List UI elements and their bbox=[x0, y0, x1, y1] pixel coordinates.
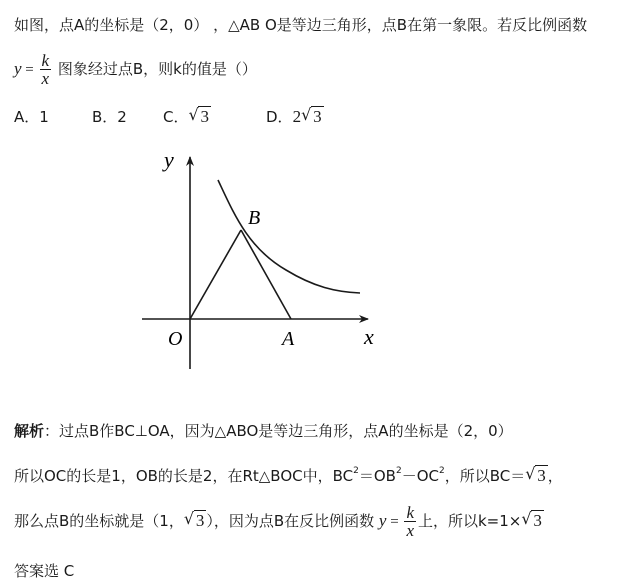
point-a-label: A bbox=[282, 328, 295, 350]
option-d-coef: 2 bbox=[292, 107, 302, 126]
solution-line-3-sqrt2-arg: 3 bbox=[533, 511, 542, 530]
solution-line-3-sqrt-arg: 3 bbox=[195, 511, 205, 530]
solution-line-2-d: ，所以BC＝ bbox=[444, 467, 526, 485]
solution-line-2-sqrt: √ 3 bbox=[525, 464, 546, 485]
solution-line-3-c: 上，所以k=1× bbox=[417, 512, 522, 530]
func-y: y bbox=[14, 59, 22, 78]
solution-line-2-a: 所以OC的长是1，OB的长是2，在Rt△BOC中，BC bbox=[14, 467, 354, 485]
option-c-label: C． bbox=[163, 108, 189, 126]
question-line-2-text: 图象经过点B，则k的值是（） bbox=[57, 60, 257, 78]
sup-1: 2 bbox=[353, 466, 359, 476]
option-d-sqrt: √ 3 bbox=[301, 105, 322, 126]
func-eq: = bbox=[21, 62, 38, 78]
segment-ba bbox=[241, 230, 291, 319]
solution-line-2-e: ， bbox=[547, 467, 563, 485]
solution-line-3-a: 那么点B的坐标就是（1， bbox=[14, 512, 184, 530]
solution-func-y: y bbox=[378, 511, 387, 530]
solution-line-2 bbox=[14, 465, 563, 486]
solution-line-3-sqrt2: √ 3 bbox=[521, 509, 542, 530]
option-c-sqrt: √ 3 bbox=[188, 105, 209, 126]
option-b: B．2 bbox=[92, 108, 127, 126]
sup-3: 2 bbox=[438, 466, 445, 476]
solution-func-x: x bbox=[406, 521, 414, 540]
solution-line-3 bbox=[14, 504, 544, 539]
func-k: k bbox=[41, 51, 50, 70]
option-d-label: D． bbox=[266, 108, 293, 126]
solution-line-3-sqrt: √ 3 bbox=[183, 509, 205, 530]
solution-line-2-sqrt-arg: 3 bbox=[537, 466, 546, 485]
solution-line-1-text: ：过点B作BC⊥OA，因为△ABO是等边三角形，点A的坐标是（2，0） bbox=[44, 422, 513, 440]
option-a: A．1 bbox=[14, 108, 49, 126]
origin-label: O bbox=[168, 328, 183, 350]
solution-line-1 bbox=[14, 420, 513, 441]
solution-func-fraction bbox=[404, 504, 416, 539]
point-b-label: B bbox=[248, 207, 261, 229]
answer-line: 答案选 C bbox=[14, 562, 75, 580]
solution-line-2-b: ＝OB bbox=[358, 467, 396, 485]
sup-2: 2 bbox=[395, 466, 402, 476]
solution-func-k: k bbox=[406, 503, 414, 522]
question-line-1: 如图，点A的坐标是（2，0） ，△AB O是等边三角形，点B在第一象限。若反比例函数 bbox=[14, 16, 588, 34]
solution-title: 解析 bbox=[14, 422, 45, 440]
solution-line-2-c: －OC bbox=[401, 467, 439, 485]
solution-func-eq: = bbox=[386, 514, 403, 530]
y-axis-label: y bbox=[164, 147, 174, 172]
segment-ob bbox=[190, 230, 241, 319]
option-c-arg: 3 bbox=[200, 107, 209, 126]
x-axis-label: x bbox=[364, 324, 374, 349]
option-d-arg: 3 bbox=[313, 107, 322, 126]
hyperbola-curve bbox=[218, 180, 360, 293]
solution-line-3-b: ），因为点B在反比例函数 bbox=[206, 512, 375, 530]
func-x: x bbox=[41, 69, 50, 88]
